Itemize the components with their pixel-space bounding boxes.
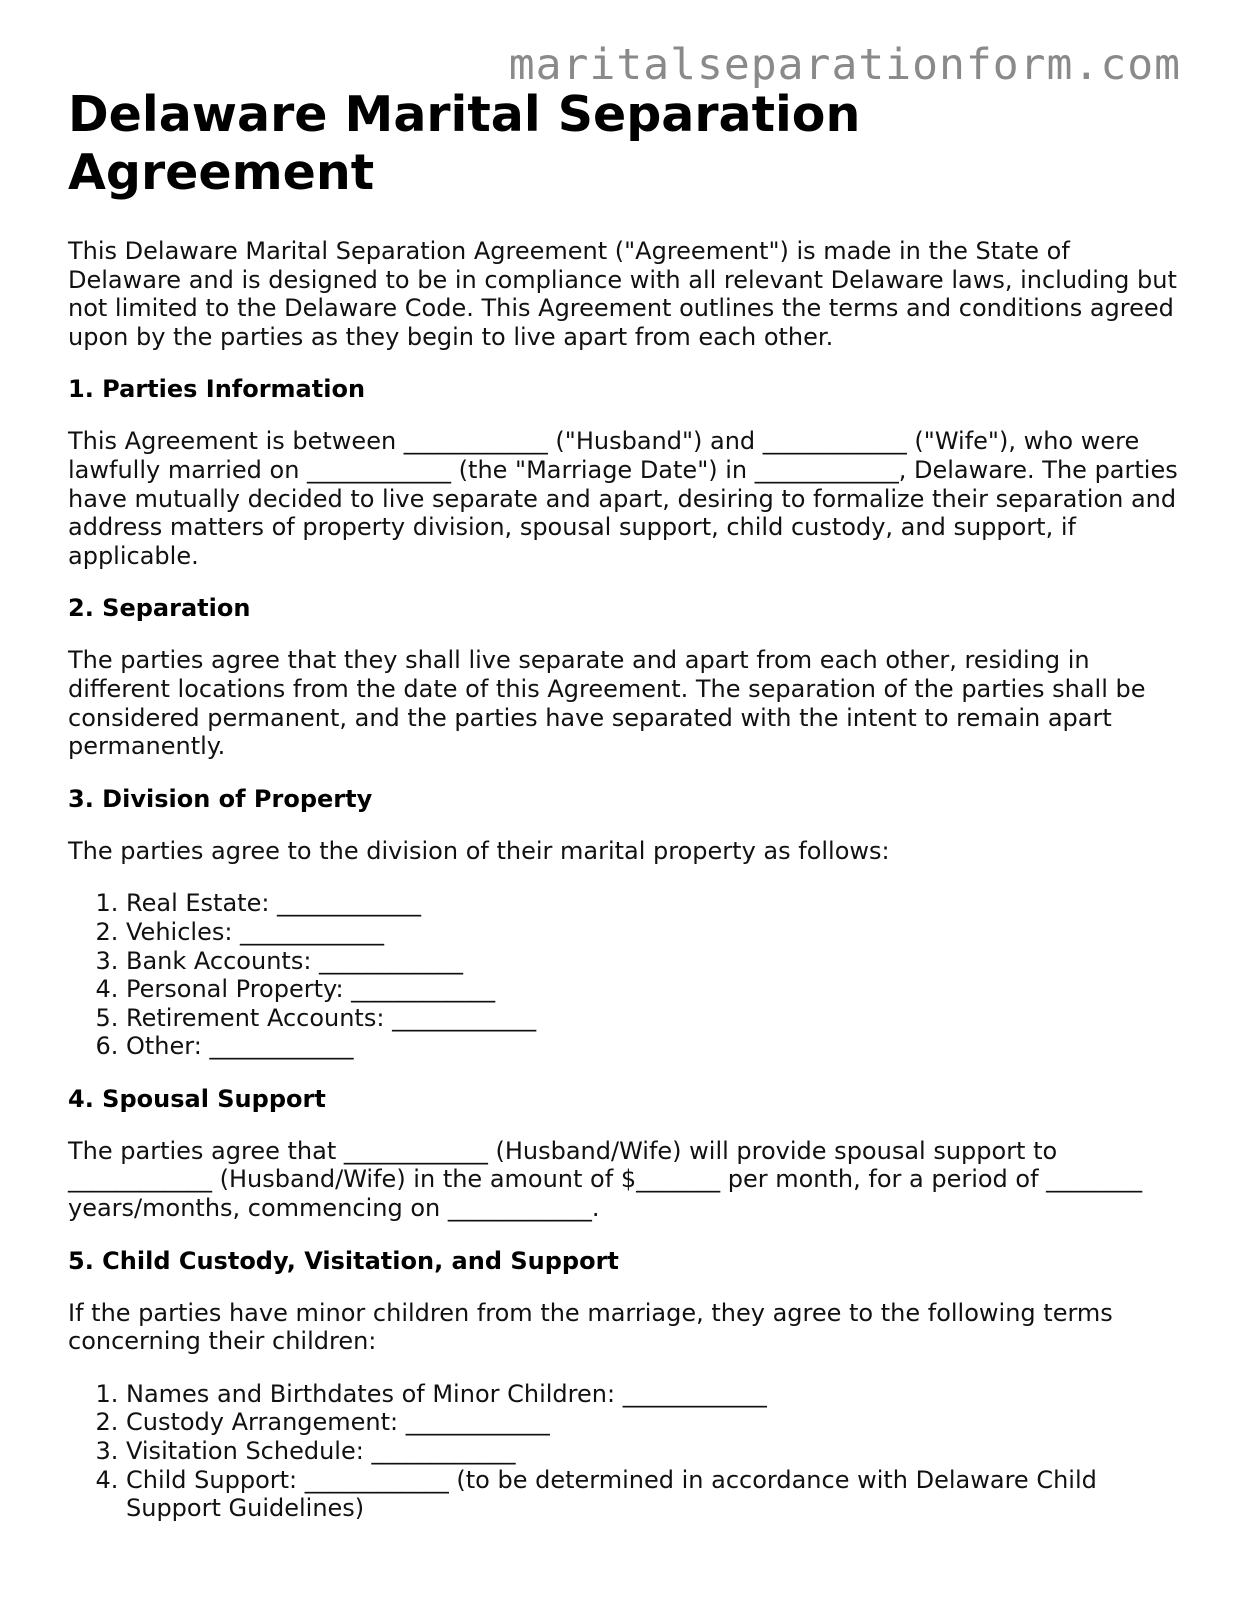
property-list — [68, 889, 1178, 1061]
parties-paragraph: This Agreement is between ____________ ("Husband") and ____________ ("Wife"), who were lawfully married on ____________ (the "Marriage Date") in ____________, Delaware. The parties have mutually decided to live separate and apart, desiring to formalize their separation and address matters of property division, spousal support, child custody, and support, if applicable. — [68, 427, 1178, 570]
section-heading-property: 3. Division of Property — [68, 784, 373, 813]
document-title: Delaware Marital Separation Agreement — [68, 86, 861, 201]
children-list — [68, 1380, 1178, 1523]
section-heading-spousal: 4. Spousal Support — [68, 1084, 326, 1113]
list-item: 3. Visitation Schedule: ____________ — [126, 1437, 1178, 1466]
list-item: 5. Retirement Accounts: ____________ — [126, 1004, 1178, 1033]
section-heading-separation: 2. Separation — [68, 594, 251, 623]
section-heading-children: 5. Child Custody, Visitation, and Support — [68, 1246, 619, 1275]
spousal-paragraph: The parties agree that ____________ (Husband/Wife) will provide spousal support to ____________ (Husband/Wife) in the amount of $_______ per month, for a period of ________ years/months, commencing on ____________. — [68, 1136, 1143, 1223]
list-item: 2. Custody Arrangement: ____________ — [126, 1408, 1178, 1437]
section-heading-parties: 1. Parties Information — [68, 375, 366, 404]
site-watermark: maritalseparationform.com — [508, 40, 1181, 90]
property-paragraph: The parties agree to the division of their marital property as follows: — [68, 836, 890, 865]
list-item: 1. Real Estate: ____________ — [126, 889, 1178, 918]
list-item: 4. Child Support: ____________ (to be determined in accordance with Delaware Child Support Guidelines) — [126, 1466, 1178, 1523]
list-item: 1. Names and Birthdates of Minor Children: ____________ — [126, 1380, 1178, 1409]
list-item: 3. Bank Accounts: ____________ — [126, 947, 1178, 976]
document-page — [68, 86, 1178, 1547]
list-item: 6. Other: ____________ — [126, 1032, 1178, 1061]
list-item: 4. Personal Property: ____________ — [126, 975, 1178, 1004]
children-paragraph: If the parties have minor children from the marriage, they agree to the following terms concerning their children: — [68, 1298, 1113, 1356]
intro-paragraph: This Delaware Marital Separation Agreement ("Agreement") is made in the State of Delaware and is designed to be in compliance with all relevant Delaware laws, including but not limited to the Delaware Code. This Agreement outlines the terms and conditions agreed upon by the parties as they begin to live apart from each other. — [68, 237, 1177, 351]
list-item: 2. Vehicles: ____________ — [126, 918, 1178, 947]
separation-paragraph: The parties agree that they shall live separate and apart from each other, residing in different locations from the date of this Agreement. The separation of the parties shall be considered permanent, and the parties have separated with the intent to remain apart permanently. — [68, 646, 1146, 761]
